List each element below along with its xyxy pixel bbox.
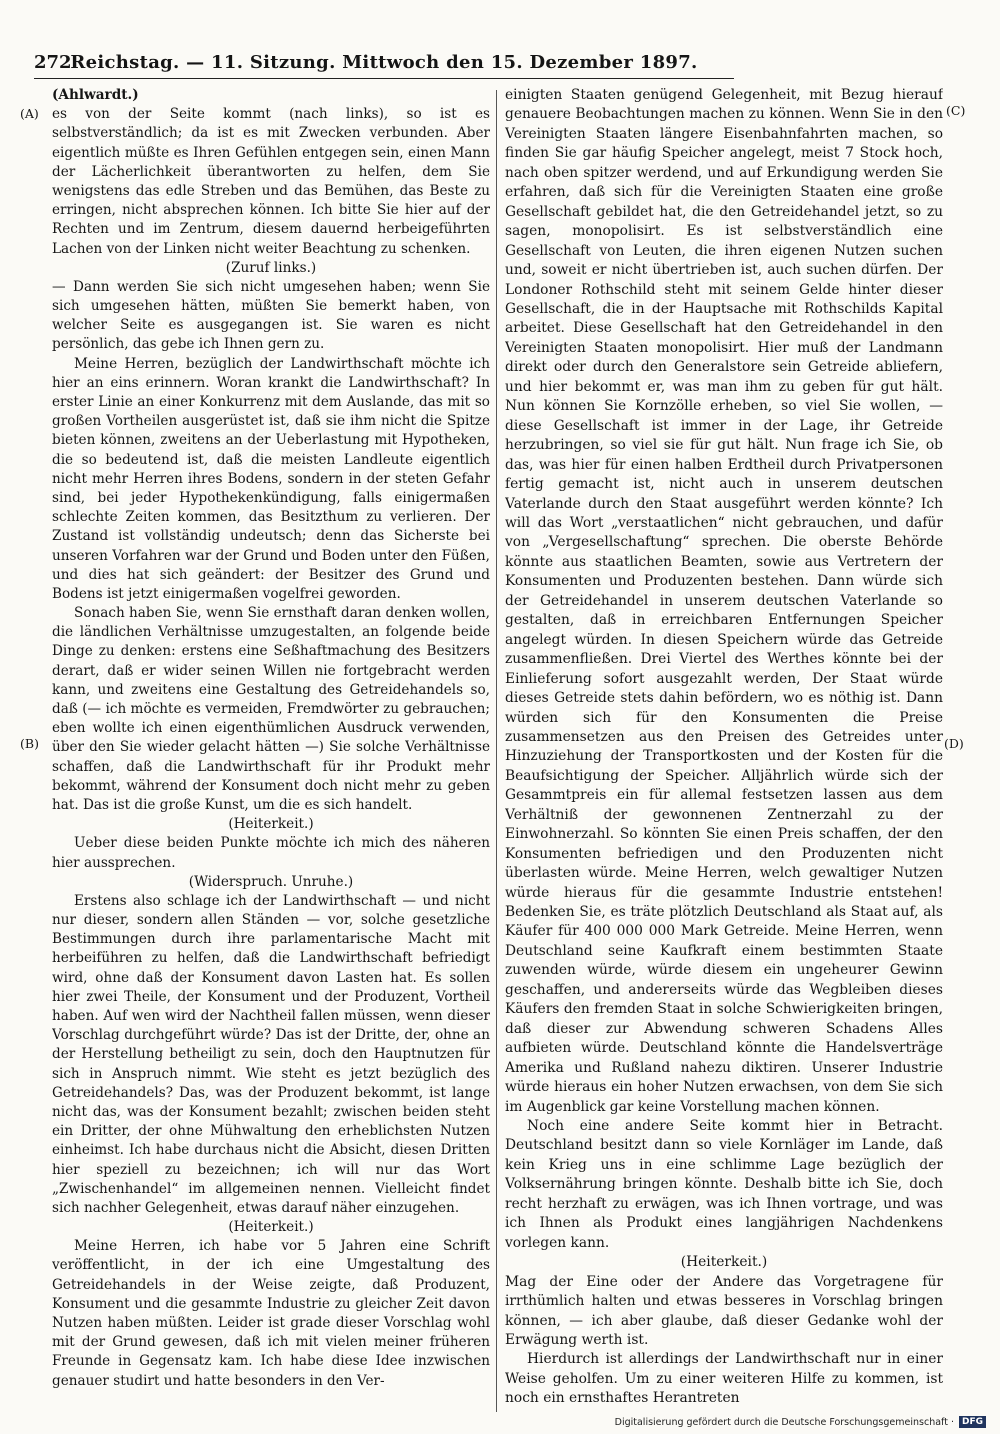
header-rule — [34, 78, 734, 79]
page-header — [34, 48, 734, 76]
paragraph: einigten Staaten genügend Gelegenheit, mit Bezug hierauf genauere Beobachtungen machen zu können. Wenn Sie in den Vereinigten Staaten längere Eisenbahnfahrten machen, so finden Sie gar häufig Speicher angelegt, meist 7 Stock hoch, nach oben spitzer werdend, und auf Erkundigung werden Sie erfahren, daß sich für die Vereinigten Staaten eine große Gesellschaft gebildet hat, die den Getreidehandel jetzt, so zu sagen, monopolisirt. Es ist selbstverständlich eine Gesellschaft von Leuten, die ihren eigenen Nutzen suchen und, soweit er nicht übertrieben ist, auch suchen dürfen. Der Londoner Rothschild steht mit seinem Gelde hinter dieser Gesellschaft, die in der Hauptsache mit Rothschilds Kapital arbeitet. Diese Gesellschaft hat den Getreidehandel in den Vereinigten Staaten monopolisirt. Hier muß der Landmann direkt oder durch den Generalstore sein Getreide abliefern, und hier bekommt er, was man ihm zu geben für gut hält. Nun können Sie Kornzölle erheben, so viel Sie wollen, — diese Gesellschaft ist immer in der Lage, ihr Getreide herzubringen, so viel sie für gut hält. Nun frage ich Sie, ob das, was hier für einen halben Erdtheil durch Privatpersonen fertig gemacht ist, nicht auch in unserem deutschen Vaterlande durch den Staat ausgeführt werden könnte? Ich will das Wort „verstaatlichen“ nicht gebrauchen, und dafür von „Vergesellschaftung“ sprechen. Die oberste Behörde könnte aus staatlichen Beamten, sowie aus Vertretern der Konsumenten und Produzenten bestehen. Dann würde sich der Getreidehandel in unserem deutschen Vaterlande so gestalten, daß in erreichbaren Entfernungen Speicher angelegt würden. In diesen Speichern würde das Getreide zusammenfließen. Drei Viertel des Werthes könnte bei der Einlieferung sofort ausgezahlt werden, Der Staat würde dieses Getreide stets dahin befördern, wo es nöthig ist. Dann würden sich für den Konsumenten die Preise zusammensetzen aus den Preisen des Getreides unter Hinzuziehung der Transportkosten und der Kosten für die Beaufsichtigung der Speicher. Alljährlich würde sich der Gesammtpreis ein für allemal festsetzen lassen aus dem Verhältniß der gewonnenen Zentnerzahl zu der Einwohnerzahl. So könnten Sie einen Preis schaffen, der den Konsumenten befriedigen und den Produzenten nicht überlasten würde. Meine Herren, welch gewaltiger Nutzen würde hieraus für die gesammte Industrie entstehen! Bedenken Sie, es träte plötzlich Deutschland als Staat auf, als Käufer für 400 000 000 Mark Getreide. Meine Herren, wenn Deutschland seine Kaufkraft einem bestimmten Staate zuwenden würde, würde diesem ein ungeheurer Gewinn geschaffen, und andererseits würde das Wegbleiben dieses Käufers den fremden Staat in solche Schwierigkeiten bringen, daß dieser zur Abwendung schweren Schadens Alles aufbieten würde. Deutschland könnte die Handelsverträge Amerika und Rußland nahezu diktiren. Unserer Industrie würde hieraus ein hoher Nutzen erwachsen, von dem Sie sich im Augenblick gar keine Vorstellung machen können. — [505, 87, 943, 1115]
paragraph: Mag der Eine oder der Andere das Vorgetragene für irrthümlich halten und etwas besseres in Vorschlag bringen können, — ich aber glaube, daß dieser Gedanke wohl der Erwägung werth ist. — [505, 1273, 943, 1348]
footer-credit: Digitalisierung gefördert durch die Deutsche Forschungsgemeinschaft · — [614, 1416, 954, 1428]
paragraph: Sonach haben Sie, wenn Sie ernsthaft daran denken wollen, die ländlichen Verhältnisse umzugestalten, an folgende beide Dinge zu denken: erstens eine Seßhaftmachung des Besitzers derart, daß er wider seinen Willen nie fortgebracht werden kann, und zweitens eine Gestaltung des Getreidehandels so, daß (— ich möchte es vermeiden, Fremdwörter zu gebrauchen; eben wollte ich einen eigenthümlichen Ausdruck verwenden, über den Sie wieder gelacht hätten —) Sie solche Verhältnisse schaffen, daß die Landwirthschaft für ihr Produkt mehr bekommt, während der Konsument doch nicht mehr zu geben hat. Das ist die große Kunst, um die es sich handelt. — [52, 605, 490, 813]
paragraph: Meine Herren, bezüglich der Landwirthschaft möchte ich hier an eins erinnern. Woran krankt die Landwirthschaft? In erster Linie an einer Konkurrenz mit dem Auslande, das mit so großen Vortheilen ausgerüstet ist, daß sie ihm nicht die Spitze bieten können, zweitens an der Ueberlastung mit Hypotheken, die so bedeutend ist, daß die meisten Landleute eigentlich nicht mehr Herren ihres Bodens, sondern in der steten Gefahr sind, bei jeder Hypothekenkündigung, falls einigermaßen schlechte Zeiten kommen, das Besitzthum zu verlieren. Der Zustand ist vollständig undeutsch; denn das Sicherste bei unseren Vorfahren war der Grund und Boden unter den Füßen, und dies hat sich geändert: der Besitzer des Grund und Bodens ist jetzt einigermaßen vogelfrei geworden. — [52, 355, 490, 602]
margin-marker-d: (D) — [944, 736, 964, 751]
paragraph: Meine Herren, ich habe vor 5 Jahren eine Schrift veröffentlicht, in der ich eine Umgestaltung des Getreidehandels in der Weise zeigte, daß Produzent, Konsument und die gesammte Industrie zu gleicher Zeit davon Nutzen haben müßten. Leider ist grade dieser Vorschlag wohl mit der Grund gewesen, daß ich mit vielen meiner früheren Freunde in Gegensatz kam. Ich habe diese Idee inzwischen genauer studirt und hatte besonders in den Ver- — [52, 1238, 490, 1389]
interjection: (Zuruf links.) — [225, 259, 317, 276]
paragraph: Erstens also schlage ich der Landwirthschaft — und nicht nur dieser, sondern allen Ständen — vor, solche gesetzliche Bestimmungen durch ihre parlamentarische Macht mit herbeiführen zu helfen, daß die Landwirthschaft befriedigt wird, ohne daß der Konsument davon Lasten hat. Es sollen hier zwei Theile, der Konsument und der Produzent, Vortheil haben. Auf wen wird der Nachtheil fallen müssen, wenn dieser Vorschlag durchgeführt würde? Das ist der Dritte, der, ohne an der Herstellung betheiligt zu sein, doch den Hauptnutzen für sich in Anspruch nimmt. Wie steht es jetzt bezüglich des Getreidehandels? Das, was der Produzent bekommt, ist lange nicht das, was der Konsument bezahlt; zwischen beiden steht ein Dritter, der ohne Mühwaltung den erheblichsten Nutzen einheimst. Ich habe durchaus nicht die Absicht, diesen Dritten hier speziell zu bezeichnen; ich will nur das Wort „Zwischenhandel“ im allgemeinen nennen. Vielleicht findet sich nachher Gelegenheit, etwas darauf näher einzugehen. — [52, 892, 490, 1216]
margin-marker-c: (C) — [946, 103, 966, 118]
right-column — [505, 86, 943, 1412]
paragraph: Noch eine andere Seite kommt hier in Betracht. Deutschland besitzt dann so viele Kornläger im Lande, daß kein Krieg uns in eine schlimme Lage bezüglich der Volksernährung bringen könnte. Deshalb bitte ich Sie, doch recht herzhaft zu erwägen, was ich Ihnen vortrage, und was ich Ihnen als Produkt eines langjährigen Nachdenkens vorlegen kann. — [505, 1118, 943, 1251]
paragraph: Ueber diese beiden Punkte möchte ich mich des näheren hier aussprechen. — [52, 835, 490, 871]
interjection: (Heiterkeit.) — [228, 1219, 314, 1236]
left-column — [52, 86, 490, 1412]
column-divider — [496, 90, 497, 1412]
interjection: (Heiterkeit.) — [680, 1254, 768, 1271]
interjection: (Heiterkeit.) — [228, 816, 314, 833]
paragraph: es von der Seite kommt (nach links), so ist es selbstverständlich; da ist es mit Zwecken verbunden. Aber eigentlich müßte es Ihren Gefühlen entgegen sein, einen Mann der Lächerlichkeit überantworten zu helfen, dem Sie wenigstens das edle Streben und das Bemühen, das Beste zu erringen, nicht absprechen können. Ich bitte Sie hier auf der Rechten und im Zentrum, diesem dauernd herbeigeführten Lachen von der Linken nicht weiter Beachtung zu schenken. — [52, 106, 490, 257]
speaker-name: (Ahlwardt.) — [52, 87, 139, 103]
dfg-logo-icon: DFG — [959, 1416, 986, 1428]
margin-marker-b: (B) — [20, 736, 39, 751]
running-head: Reichstag. — 11. Sitzung. Mittwoch den 15. Dezember 1897. — [70, 52, 698, 73]
interjection: (Widerspruch. Unruhe.) — [188, 873, 354, 890]
page-number: 272 — [34, 52, 72, 73]
margin-marker-a: (A) — [20, 106, 39, 121]
paragraph: Hierdurch ist allerdings der Landwirthschaft nur in einer Weise geholfen. Um zu einer weiteren Hilfe zu kommen, ist noch ein ernsthaftes Herantreten — [505, 1351, 943, 1407]
footer — [615, 1416, 986, 1428]
paragraph: — Dann werden Sie sich nicht umgesehen haben; wenn Sie sich umgesehen hätten, müßten Sie bemerkt haben, von welcher Seite es ausgegangen ist. Sie waren es nicht persönlich, das gebe ich Ihnen gern zu. — [52, 278, 490, 353]
